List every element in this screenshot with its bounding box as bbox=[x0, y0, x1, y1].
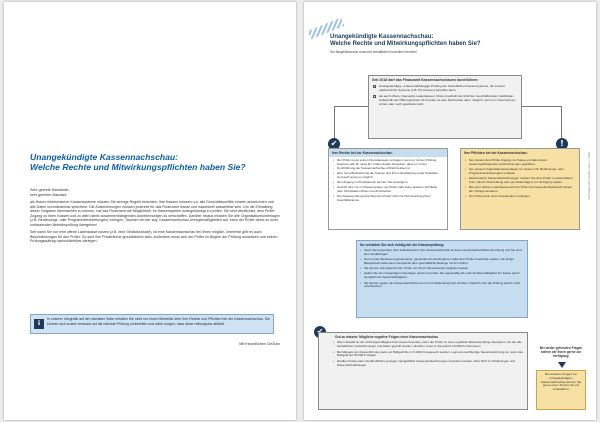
rights-heading: Ihre Rechte bei der Kassennachschau: bbox=[329, 149, 447, 157]
greeting-1: Sehr geehrte Mandantin, bbox=[30, 188, 70, 192]
exclamation-circle-icon: ! bbox=[556, 138, 568, 150]
check-circle-icon: ✔ bbox=[328, 138, 340, 150]
vertical-credit: Alle Angaben ohne Gewähr. Fotos: ©Fotolia bbox=[588, 152, 591, 200]
connector-left bbox=[334, 106, 368, 140]
duties-heading: Ihre Pflichten bei der Kassennachschau: bbox=[464, 151, 528, 155]
behaviour-item: • Halten Sie die notwendigen Unterlagen parat und prüfen Sie regelmäßig die volle Funktionsfähigkeit der Kasse (auch bezüglich der Speicherfähigkeit). bbox=[357, 272, 527, 280]
behaviour-heading: So verhalten Sie sich richtig bei der Kassenprüfung: bbox=[360, 243, 445, 247]
duties-item: • Der Prüfer kann einen Kassensturz verlangen. bbox=[464, 195, 576, 199]
info-box bbox=[30, 314, 274, 334]
info-icon: i bbox=[34, 319, 44, 329]
duties-box bbox=[460, 148, 580, 230]
duties-item: • Sie müssen Organisationsunterlagen zur Kasse (z.B. Bedienungs- oder Programmieranleitungen) vorlegen. bbox=[464, 168, 576, 176]
closing: Mit freundlichen Grüßen bbox=[239, 342, 280, 346]
since-item: ✓ als auch offene (manuelle) Ladenkassen. Muss innerhalb der üblichen Geschäftszeiten stattfinden. Außerhalb der Öffnungszeiten für Kunden ist eine Nachschau dann möglich, wenn im Unternehmen schon oder noch gearbeitet wird. bbox=[374, 94, 516, 106]
graphic-subtitle: Die Bargeldbranche muss mit verstärkten Kontrollen rechnen! bbox=[330, 50, 417, 54]
behaviour-box bbox=[356, 240, 528, 318]
consequences-heading: Gut zu wissen: Mögliche negative Folgen einer Kassennachschau bbox=[335, 335, 439, 339]
graphic-title: Unangekündigte Kassennachschau: Welche Rechte und Mitwirkungspflichten haben Sie? bbox=[330, 34, 481, 47]
letter-title: Unangekündigte Kassennachschau: Welche Rechte und Mitwirkungspflichten haben Sie? bbox=[30, 152, 246, 172]
connector-right bbox=[522, 106, 562, 140]
infographic-page bbox=[304, 2, 596, 420]
greeting-2: sehr geehrter Mandant, bbox=[30, 192, 68, 197]
side-note: Bei weiter gehenden Fragen stehen wir Ihnen gerne zur Verfügung. bbox=[539, 346, 583, 358]
since-item: ✓ Unangekündigte, anlassunabhängige Prüfung der betrieblichen Kassensysteme, die sowohl elektronische Systeme (z.B. PC-Kassen) betreffen kann bbox=[374, 84, 505, 92]
letter-page bbox=[4, 2, 296, 420]
info-text: In unserer Infografik auf der nächsten Seite erhalten Sie nicht nur einen Überblick über Ihre Rechte und Pflichten bei der Kassennachschau. Sie können sich zudem bewusst auf die nächste Prüfung vorbereiten und dafür sorgen, dass diese reibungslos abläuft. bbox=[47, 317, 270, 326]
consequences-item: • Bei Mängeln der Kassenführung kann ein Bußgeld bis zu 5.000 € festgesetzt werden. Legt eine leichtfertige Steuerverkürzung vor, kann das Bußgeld auf 50.000 € steigen. bbox=[319, 351, 527, 359]
since-box bbox=[368, 75, 522, 139]
consequences-box bbox=[318, 332, 528, 410]
arrow-down-icon bbox=[558, 362, 566, 368]
checkbox-icon: ✓ bbox=[374, 85, 377, 89]
paragraph-1: als Nutzer elektronischer Kassensysteme müssen Sie strenge Regeln beachten. Ihre Kassen müssen u.a. alle Geschäftsvorfälle einzeln aufzeichnen und alle Daten unveränderbar speichern. Die Aufzeichnungen müssen jederzeit für das Finanzamt lesbar und maschinell auswertbar sein. Um die Einhaltung dieser Vorgaben überwachen zu können, hat das Finanzamt die Möglichkeit, Ihr Kassensystem unangekündigt zu prüfen. Sie sind verpflichtet, dem Prüfer Zugang zu Ihren Kassen und zu allen damit zusammenhängenden Aufzeichnungen zu verschaffen. Darüber hinaus müssen Sie alle Organisationsunterlagen (z.B. Bedienungs- oder Programmieranleitungen) vorlegen. Tauchen bei der sog. Kassennachschau Unregelmäßigkeiten auf, kann der Prüfer direkt zu einer umfassenden Betriebsprüfung übergehen! bbox=[30, 200, 280, 227]
rights-box bbox=[328, 148, 448, 230]
duties-item: • Elektronische Kassenaufzeichnungen müssen Sie dem Prüfer in auswertbarer Form (durch Übermittlung oder per Datenträger) zur Verfügung stellen. bbox=[464, 177, 576, 185]
behaviour-item: • Sie können gegen die Kassennachschau an Ort und Stelle Einspruch erheben. Dadurch wird die Prüfung jedoch nicht unterbrochen. bbox=[357, 282, 527, 290]
paragraph-2: Seit wann Sie nur eine offene Ladenkasse nutzen (z.B. eine Geldschublade), ist eine Kassennachschau bei Ihnen möglich. Immerhin gibt es auch Beschränkungen für den Prüfer: So sind Ihre Privaträume grundsätzlich tabu. Außerdem muss sich der Prüfer zu Beginn der Prüfung ausweisen und seinen Prüfungsauftrag nachvollziehbar darlegen. bbox=[30, 230, 278, 243]
rights-item: • Den Zugang zu Privaträumen können Sie verweigern. bbox=[332, 181, 444, 185]
side-box: Bei weiteren Folgen zur unangekündigten Kassennachschau können Sie gerne einen Termin mit uns vereinbaren. bbox=[536, 370, 586, 410]
consequences-item: • Wenn Zweifel an der Ordnungsmäßigkeit Ihrer Kasse bestehen, kann der Prüfer zu einer regulären Betriebsprüfung übergehen, bei der alle betrieblichen Aufzeichnungen und Daten geprüft werden. Hierüber muss er Sie jedoch schriftlich informieren. bbox=[319, 341, 527, 349]
letter-body bbox=[30, 188, 280, 247]
rights-item: • Geprüft wird nur im Kassensystem, der Prüfer darf keine anderen Schränke oder Schubladen öffnen und durchsehen. bbox=[332, 186, 444, 194]
duties-item: • Bei einer offenen Ladenkasse darf der Prüfer die Kassenbuchaufzeichnungen der Vortage einsehen. bbox=[464, 186, 576, 194]
consequences-item: • Darüber hinaus kann die Buchführung wegen mangelhafter Kassenaufzeichnungen verworfen werden. Dies führt zu Schätzungen und Steuernachzahlungen. bbox=[319, 360, 527, 368]
rights-item: • Der Prüfer muss seinen Dienstausweis vorzeigen, wenn er mit der Prüfung beginnen will. Er muss ihn zudem darauf hinweisen, dass er mit der Durchführung der Kassennachschau offiziell betraut ist. bbox=[332, 159, 444, 170]
behaviour-item: • Sie können sich jederzeit den Prüfer von Ihrem Steuerberater begleiten lassen. bbox=[357, 267, 527, 271]
checkbox-icon: ✓ bbox=[374, 95, 377, 99]
rights-item: • Die Kassenprüfung berechtigt den Prüfer nicht zur Durchsuchung Ihrer Geschäftsräume. bbox=[332, 195, 444, 203]
rights-item: • Eine reine Beobachtung der Kassen und ihrer Handhabung sowie Testkäufe sind auch anonym möglich. bbox=[332, 172, 444, 180]
duties-item: • Sie müssen dem Prüfer Zugang zur Kasse und allen damit zusammenhängenden Aufzeichnungen gewähren. bbox=[464, 159, 576, 167]
behaviour-item: • Nur wo kein Besteuerungsrelevanter, geschulter Ansprechpartner sollte dem Prüfer Auskünfte erteilen; die übrige Belegschaft sollte keine Gespräche über geschäftliche Belange mit ihm führen. bbox=[357, 258, 527, 266]
behaviour-item: • Seien Sie kooperativ, aber selbstbewusst: Die Kassennachschau ist keine steuerstrafrechtliche Ermittlung und Sie sind kein Verdächtiger! bbox=[357, 249, 527, 257]
since-heading: Seit 2018 darf das Finanzamt Kassennachschauen durchführen: bbox=[372, 78, 479, 82]
